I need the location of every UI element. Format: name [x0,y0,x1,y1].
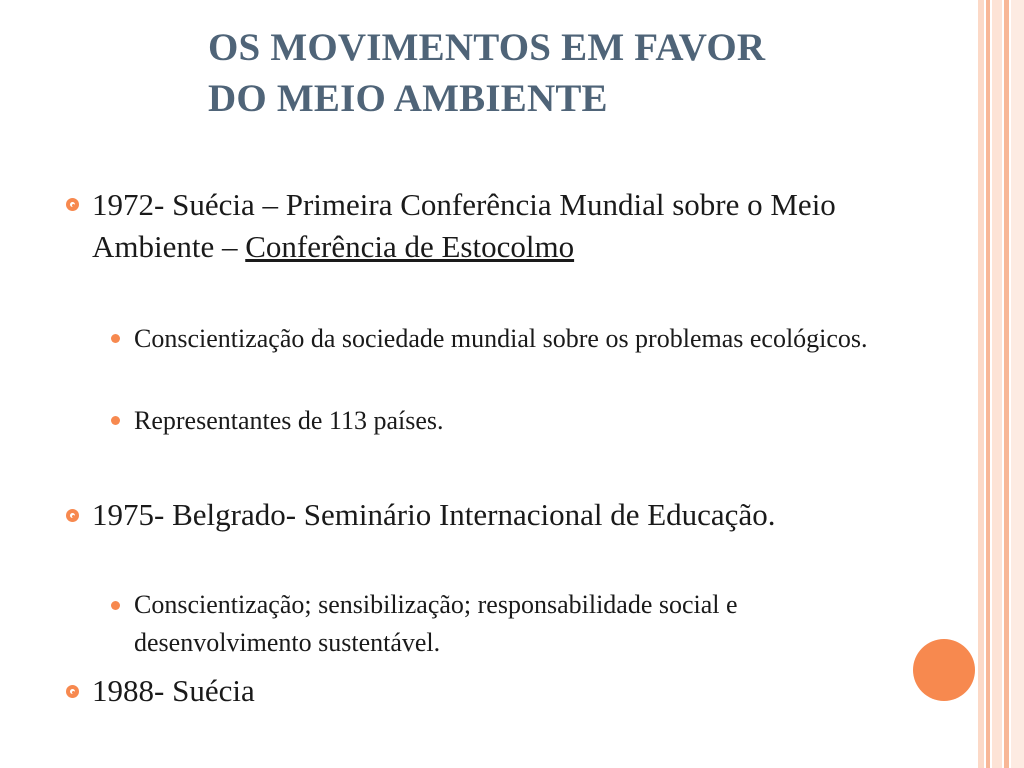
bullet-icon [66,198,79,211]
decor-stripe [986,0,990,768]
bullet-icon [66,509,79,522]
title-line-1: OS MOVIMENTOS EM FAVOR [208,26,766,69]
item-link[interactable]: Conferência de Estocolmo [245,229,575,264]
decor-stripe [992,0,1002,768]
decor-stripe [978,0,984,768]
list-item [92,184,852,268]
sub-list-item: Conscientização; sensibilização; responsabilidade social e desenvolvimento sustentável. [134,590,738,657]
sub-bullet-icon [111,601,120,610]
sub-bullet-icon [111,416,120,425]
title-line-2: DO MEIO AMBIENTE [208,77,608,120]
decor-circle [913,639,975,701]
bullet-icon [66,685,79,698]
sub-list-item: Representantes de 113 países. [134,406,444,435]
decor-stripe [1004,0,1009,768]
slide-title [208,22,908,124]
sub-bullet-icon [111,334,120,343]
list-item: 1988- Suécia [92,673,255,708]
decor-stripe [1011,0,1024,768]
list-item: 1975- Belgrado- Seminário Internacional de Educação. [92,497,776,532]
item-text: 1972- Suécia – Primeira Conferência Mundial sobre o Meio Ambiente – [92,187,836,264]
sub-list-item: Conscientização da sociedade mundial sobre os problemas ecológicos. [134,324,868,353]
